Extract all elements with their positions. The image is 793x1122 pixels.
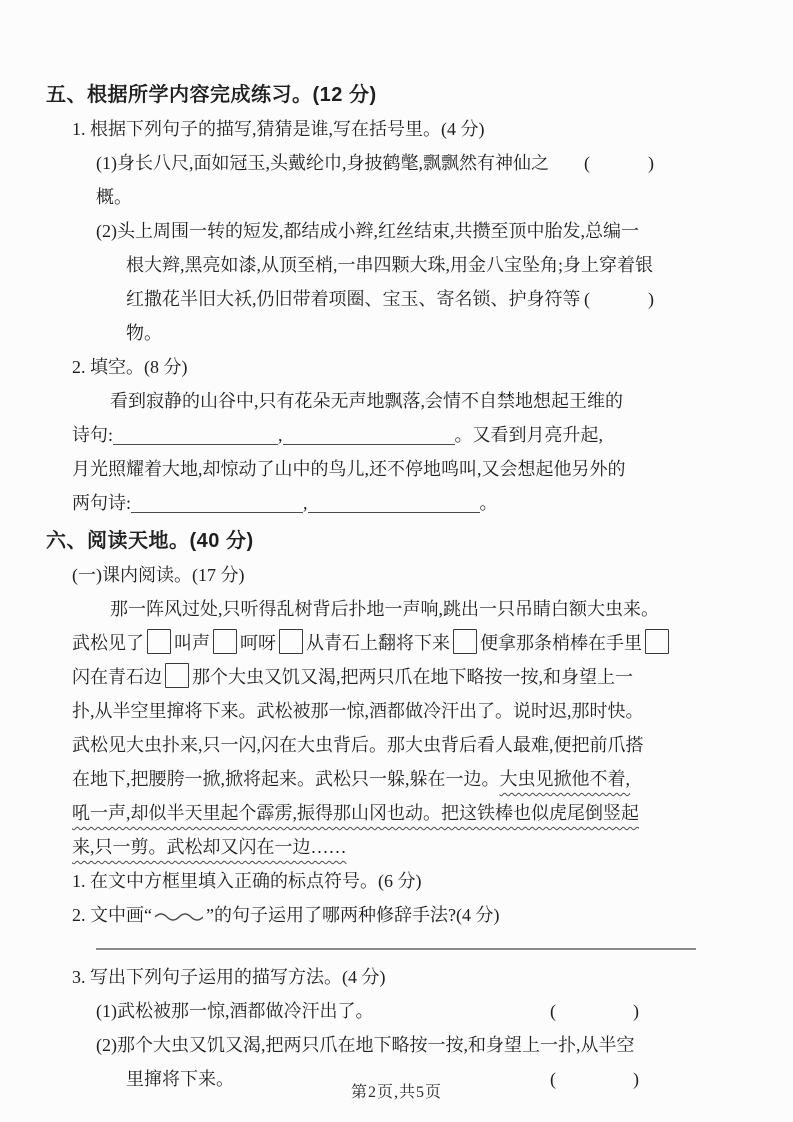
passage-seg: 便拿那条梢棒在手里 xyxy=(480,633,642,653)
answer-blank[interactable] xyxy=(308,493,480,513)
answer-line[interactable] xyxy=(96,948,696,950)
punctuation-box[interactable] xyxy=(645,629,669,654)
section5-q1-prompt: 1. 根据下列句子的描写,猜猜是谁,写在括号里。(4 分) xyxy=(72,119,485,139)
q3-item2-text: 里撺将下来。 xyxy=(126,1069,234,1089)
passage-line4: 扑,从半空里撺将下来。武松被那一惊,酒都做冷汗出了。说时迟,那时快。 xyxy=(72,701,644,721)
passage-seg: 叫声 xyxy=(174,633,210,653)
answer-paren[interactable]: ( ) xyxy=(584,289,655,309)
q1-item2-text: 红撒花半旧大袄,仍旧带着项圈、宝玉、寄名锁、护身符等物。 xyxy=(126,289,581,343)
passage-seg: 呵呀 xyxy=(240,633,276,653)
answer-blank[interactable] xyxy=(113,425,278,445)
punctuation-box[interactable] xyxy=(453,629,477,654)
q2-suffix: ”的句子运用了哪两种修辞手法?(4 分) xyxy=(206,905,500,925)
passage-wavy-seg: 大虫见掀他不着, xyxy=(499,769,630,789)
passage-line8: 来,只一剪。武松却又闪在一边…… xyxy=(72,837,347,857)
passage-seg: 闪在青石边 xyxy=(72,667,162,687)
section6-q3-prompt: 3. 写出下列句子运用的描写方法。(4 分) xyxy=(72,967,386,987)
q1-item1-text: (1)身长八尺,面如冠玉,头戴纶巾,身披鹤氅,飘飘然有神仙之概。 xyxy=(96,153,549,207)
fill-line2-comma: , xyxy=(278,425,283,445)
passage-line6 xyxy=(46,762,735,796)
fill-line4-comma: , xyxy=(303,493,308,513)
answer-paren[interactable]: ( ) xyxy=(550,1069,640,1089)
section5-q2-line1: 看到寂静的山谷中,只有花朵无声地飘落,会情不自禁地想起王维的 xyxy=(110,391,623,411)
section5-q1-item1 xyxy=(46,146,735,214)
section5-q2-line2 xyxy=(46,418,735,452)
punctuation-box[interactable] xyxy=(279,629,303,654)
q2-prefix: 2. 文中画“ xyxy=(72,905,152,925)
passage-line3 xyxy=(46,660,735,694)
section6-q2 xyxy=(46,898,735,932)
section6-q1: 1. 在文中方框里填入正确的标点符号。(6 分) xyxy=(72,871,422,891)
section5-heading: 五、根据所学内容完成练习。(12 分) xyxy=(46,84,377,106)
section5-q2-prompt: 2. 填空。(8 分) xyxy=(72,357,188,377)
punctuation-box[interactable] xyxy=(165,663,189,688)
section6-subheading: (一)课内阅读。(17 分) xyxy=(72,565,245,585)
section5-q1-item2-line1: (2)头上周围一转的短发,都结成小辫,红丝结束,共攒至顶中胎发,总编一 xyxy=(96,221,639,241)
section5-q1-item2-line2: 根大辫,黑亮如漆,从顶至梢,一串四颗大珠,用金八宝坠角;身上穿着银 xyxy=(126,255,653,275)
punctuation-box[interactable] xyxy=(147,629,171,654)
passage-seg: 在地下,把腰胯一掀,掀将起来。武松只一躲,躲在一边。 xyxy=(72,769,500,789)
passage-line5: 武松见大虫扑来,只一闪,闪在大虫背后。那大虫背后看人最难,便把前爪搭 xyxy=(72,735,644,755)
passage-line2 xyxy=(46,626,735,660)
section6-heading: 六、阅读天地。(40 分) xyxy=(46,530,254,552)
wavy-line-icon xyxy=(155,910,203,922)
section5-q1-item2-line3 xyxy=(46,282,735,350)
section5-q2-line4 xyxy=(46,486,735,520)
page-number-footer: 第2页,共5页 xyxy=(350,1084,442,1101)
passage-seg: 从青石上翻将下来 xyxy=(306,633,450,653)
answer-blank[interactable] xyxy=(131,493,303,513)
fill-line4-prefix: 两句诗: xyxy=(72,493,132,513)
answer-paren[interactable]: ( ) xyxy=(584,153,655,173)
fill-line2-suffix: 。又看到月亮升起, xyxy=(454,425,604,445)
answer-blank[interactable] xyxy=(283,425,455,445)
punctuation-box[interactable] xyxy=(213,629,237,654)
passage-line7: 吼一声,却似半天里起个霹雳,振得那山冈也动。把这铁棒也似虎尾倒竖起 xyxy=(72,803,639,823)
section5-q2-line3: 月光照耀着大地,却惊动了山中的鸟儿,还不停地鸣叫,又会想起他另外的 xyxy=(72,459,626,479)
passage-seg: 武松见了 xyxy=(72,633,144,653)
answer-paren[interactable]: ( ) xyxy=(550,1001,640,1021)
q3-item1-text: (1)武松被那一惊,酒都做冷汗出了。 xyxy=(96,1001,374,1021)
section6-q3-item1 xyxy=(46,994,735,1028)
fill-line2-prefix: 诗句: xyxy=(72,425,114,445)
section6-q3-item2-line1: (2)那个大虫又饥又渴,把两只爪在地下略按一按,和身望上一扑,从半空 xyxy=(96,1035,635,1055)
fill-line4-suffix: 。 xyxy=(479,493,498,513)
passage-seg: 那个大虫又饥又渴,把两只爪在地下略按一按,和身望上一 xyxy=(192,667,633,687)
passage-line1: 那一阵风过处,只听得乱树背后扑地一声响,跳出一只吊睛白额大虫来。 xyxy=(110,599,659,619)
